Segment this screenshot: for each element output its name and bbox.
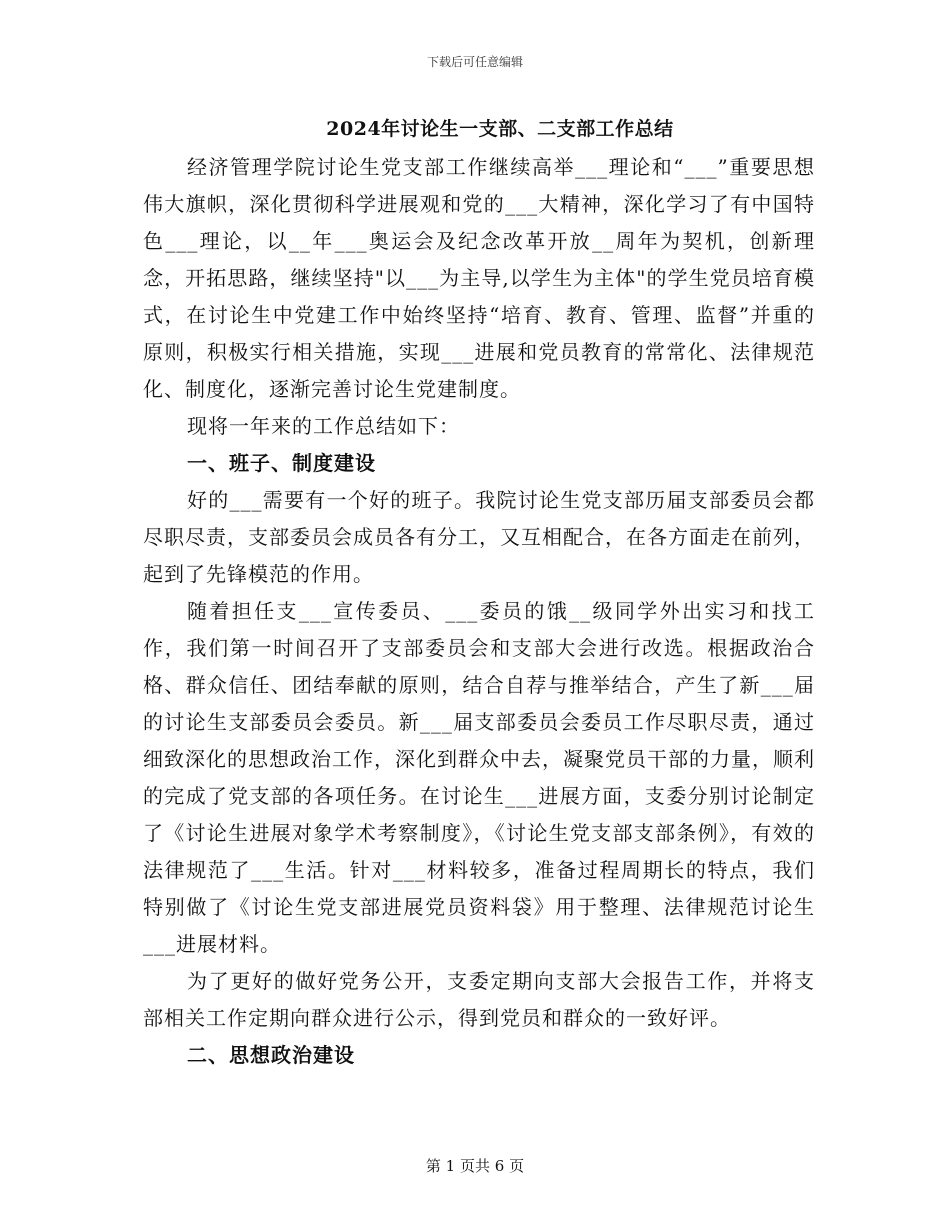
document-body <box>143 149 815 1074</box>
section-heading-1: 一、班子、制度建设 <box>187 451 376 475</box>
header-note: 下载后可任意编辑 <box>426 55 523 69</box>
page-number: 第 1 页共 6 页 <box>425 1157 525 1175</box>
paragraph-intro: 经济管理学院讨论生党支部工作继续高举___理论和“___”重要思想伟大旗帜，深化贯彻科学进展观和党的___大精神，深化学习了有中国特色___理论，以__年___奥运会及纪念改革开放__周年为契机，创新理念，开拓思路，继续坚持"以___为主导,以学生为主体"的学生党员培育模式，在讨论生中党建工作中始终坚持“培育、教育、管理、监督”并重的原则，积极实行相关措施，实现___进展和党员教育的常常化、法律规范化、制度化，逐渐完善讨论生党建制度。 <box>143 155 815 401</box>
paragraph-leadership: 好的___需要有一个好的班子。我院讨论生党支部历届支部委员会都尽职尽责，支部委员会成员各有分工，又互相配合，在各方面走在前列，起到了先锋模范的作用。 <box>143 488 815 586</box>
paragraph-summary-lead: 现将一年来的工作总结如下： <box>187 414 460 438</box>
section-heading-2: 二、思想政治建设 <box>187 1043 355 1067</box>
document-title: 2024年讨论生一支部、二支部工作总结 <box>326 118 674 140</box>
paragraph-transparency: 为了更好的做好党务公开，支委定期向支部大会报告工作，并将支部相关工作定期向群众进行公示，得到党员和群众的一致好评。 <box>143 969 815 1030</box>
paragraph-election: 随着担任支___宣传委员、___委员的饿__级同学外出实习和找工作，我们第一时间召开了支部委员会和支部大会进行改选。根据政治合格、群众信任、团结奉献的原则，结合自荐与推举结合，产生了新___届的讨论生支部委员会委员。新___届支部委员会委员工作尽职尽责，通过细致深化的思想政治工作，深化到群众中去，凝聚党员干部的力量，顺利的完成了党支部的各项任务。在讨论生___进展方面，支委分别讨论制定了《讨论生进展对象学术考察制度》，《讨论生党支部支部条例》，有效的法律规范了___生活。针对___材料较多，准备过程周期长的特点，我们特别做了《讨论生党支部进展党员资料袋》用于整理、法律规范讨论生___进展材料。 <box>143 599 815 956</box>
